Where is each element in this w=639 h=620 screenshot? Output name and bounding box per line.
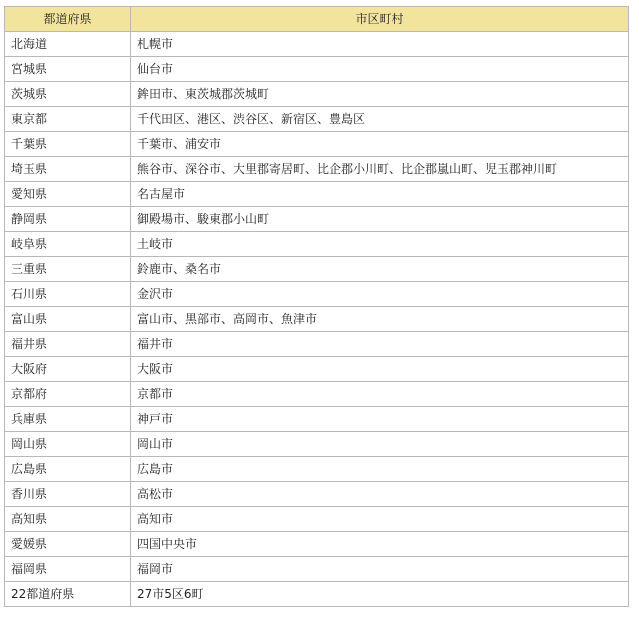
table-row	[5, 407, 629, 432]
table-row	[5, 507, 629, 532]
cell-municipality: 広島市	[131, 457, 629, 482]
cell-prefecture: 富山県	[5, 307, 131, 332]
cell-municipality: 熊谷市、深谷市、大里郡寄居町、比企郡小川町、比企郡嵐山町、児玉郡神川町	[131, 157, 629, 182]
cell-prefecture: 高知県	[5, 507, 131, 532]
cell-municipality: 札幌市	[131, 32, 629, 57]
cell-municipality: 千葉市、浦安市	[131, 132, 629, 157]
cell-municipality: 27市5区6町	[131, 582, 629, 607]
column-header-prefecture: 都道府県	[5, 7, 131, 32]
cell-municipality: 土岐市	[131, 232, 629, 257]
cell-prefecture: 三重県	[5, 257, 131, 282]
cell-prefecture: 兵庫県	[5, 407, 131, 432]
cell-prefecture: 福岡県	[5, 557, 131, 582]
cell-prefecture: 京都府	[5, 382, 131, 407]
cell-prefecture: 静岡県	[5, 207, 131, 232]
table-row	[5, 132, 629, 157]
table-row	[5, 457, 629, 482]
table-row	[5, 282, 629, 307]
cell-prefecture: 大阪府	[5, 357, 131, 382]
column-header-municipality: 市区町村	[131, 7, 629, 32]
cell-municipality: 千代田区、港区、渋谷区、新宿区、豊島区	[131, 107, 629, 132]
table-row	[5, 157, 629, 182]
cell-municipality: 福岡市	[131, 557, 629, 582]
cell-municipality: 神戸市	[131, 407, 629, 432]
table-row	[5, 532, 629, 557]
cell-prefecture: 北海道	[5, 32, 131, 57]
cell-prefecture: 愛媛県	[5, 532, 131, 557]
cell-municipality: 京都市	[131, 382, 629, 407]
cell-prefecture: 東京都	[5, 107, 131, 132]
cell-prefecture: 埼玉県	[5, 157, 131, 182]
cell-municipality: 御殿場市、駿東郡小山町	[131, 207, 629, 232]
table-row	[5, 82, 629, 107]
cell-prefecture: 茨城県	[5, 82, 131, 107]
cell-municipality: 仙台市	[131, 57, 629, 82]
cell-municipality: 高知市	[131, 507, 629, 532]
cell-prefecture: 宮城県	[5, 57, 131, 82]
cell-prefecture: 香川県	[5, 482, 131, 507]
table-row	[5, 557, 629, 582]
region-table-container	[4, 6, 628, 607]
table-row	[5, 232, 629, 257]
cell-prefecture: 岡山県	[5, 432, 131, 457]
table-body	[5, 32, 629, 607]
table-row	[5, 482, 629, 507]
cell-municipality: 富山市、黒部市、高岡市、魚津市	[131, 307, 629, 332]
table-row	[5, 57, 629, 82]
cell-municipality: 鈴鹿市、桑名市	[131, 257, 629, 282]
table-row	[5, 432, 629, 457]
table-row	[5, 357, 629, 382]
table-row	[5, 182, 629, 207]
table-header-row	[5, 7, 629, 32]
cell-municipality: 高松市	[131, 482, 629, 507]
cell-prefecture: 広島県	[5, 457, 131, 482]
table-row	[5, 257, 629, 282]
cell-municipality: 大阪市	[131, 357, 629, 382]
cell-municipality: 名古屋市	[131, 182, 629, 207]
cell-prefecture: 千葉県	[5, 132, 131, 157]
cell-prefecture: 22都道府県	[5, 582, 131, 607]
table-row	[5, 307, 629, 332]
table-row	[5, 32, 629, 57]
table-row	[5, 582, 629, 607]
cell-municipality: 四国中央市	[131, 532, 629, 557]
cell-prefecture: 石川県	[5, 282, 131, 307]
table-row	[5, 207, 629, 232]
table-row	[5, 107, 629, 132]
cell-prefecture: 愛知県	[5, 182, 131, 207]
cell-municipality: 鉾田市、東茨城郡茨城町	[131, 82, 629, 107]
table-row	[5, 382, 629, 407]
region-table	[4, 6, 629, 607]
cell-municipality: 金沢市	[131, 282, 629, 307]
cell-municipality: 福井市	[131, 332, 629, 357]
table-row	[5, 332, 629, 357]
cell-prefecture: 岐阜県	[5, 232, 131, 257]
cell-municipality: 岡山市	[131, 432, 629, 457]
cell-prefecture: 福井県	[5, 332, 131, 357]
